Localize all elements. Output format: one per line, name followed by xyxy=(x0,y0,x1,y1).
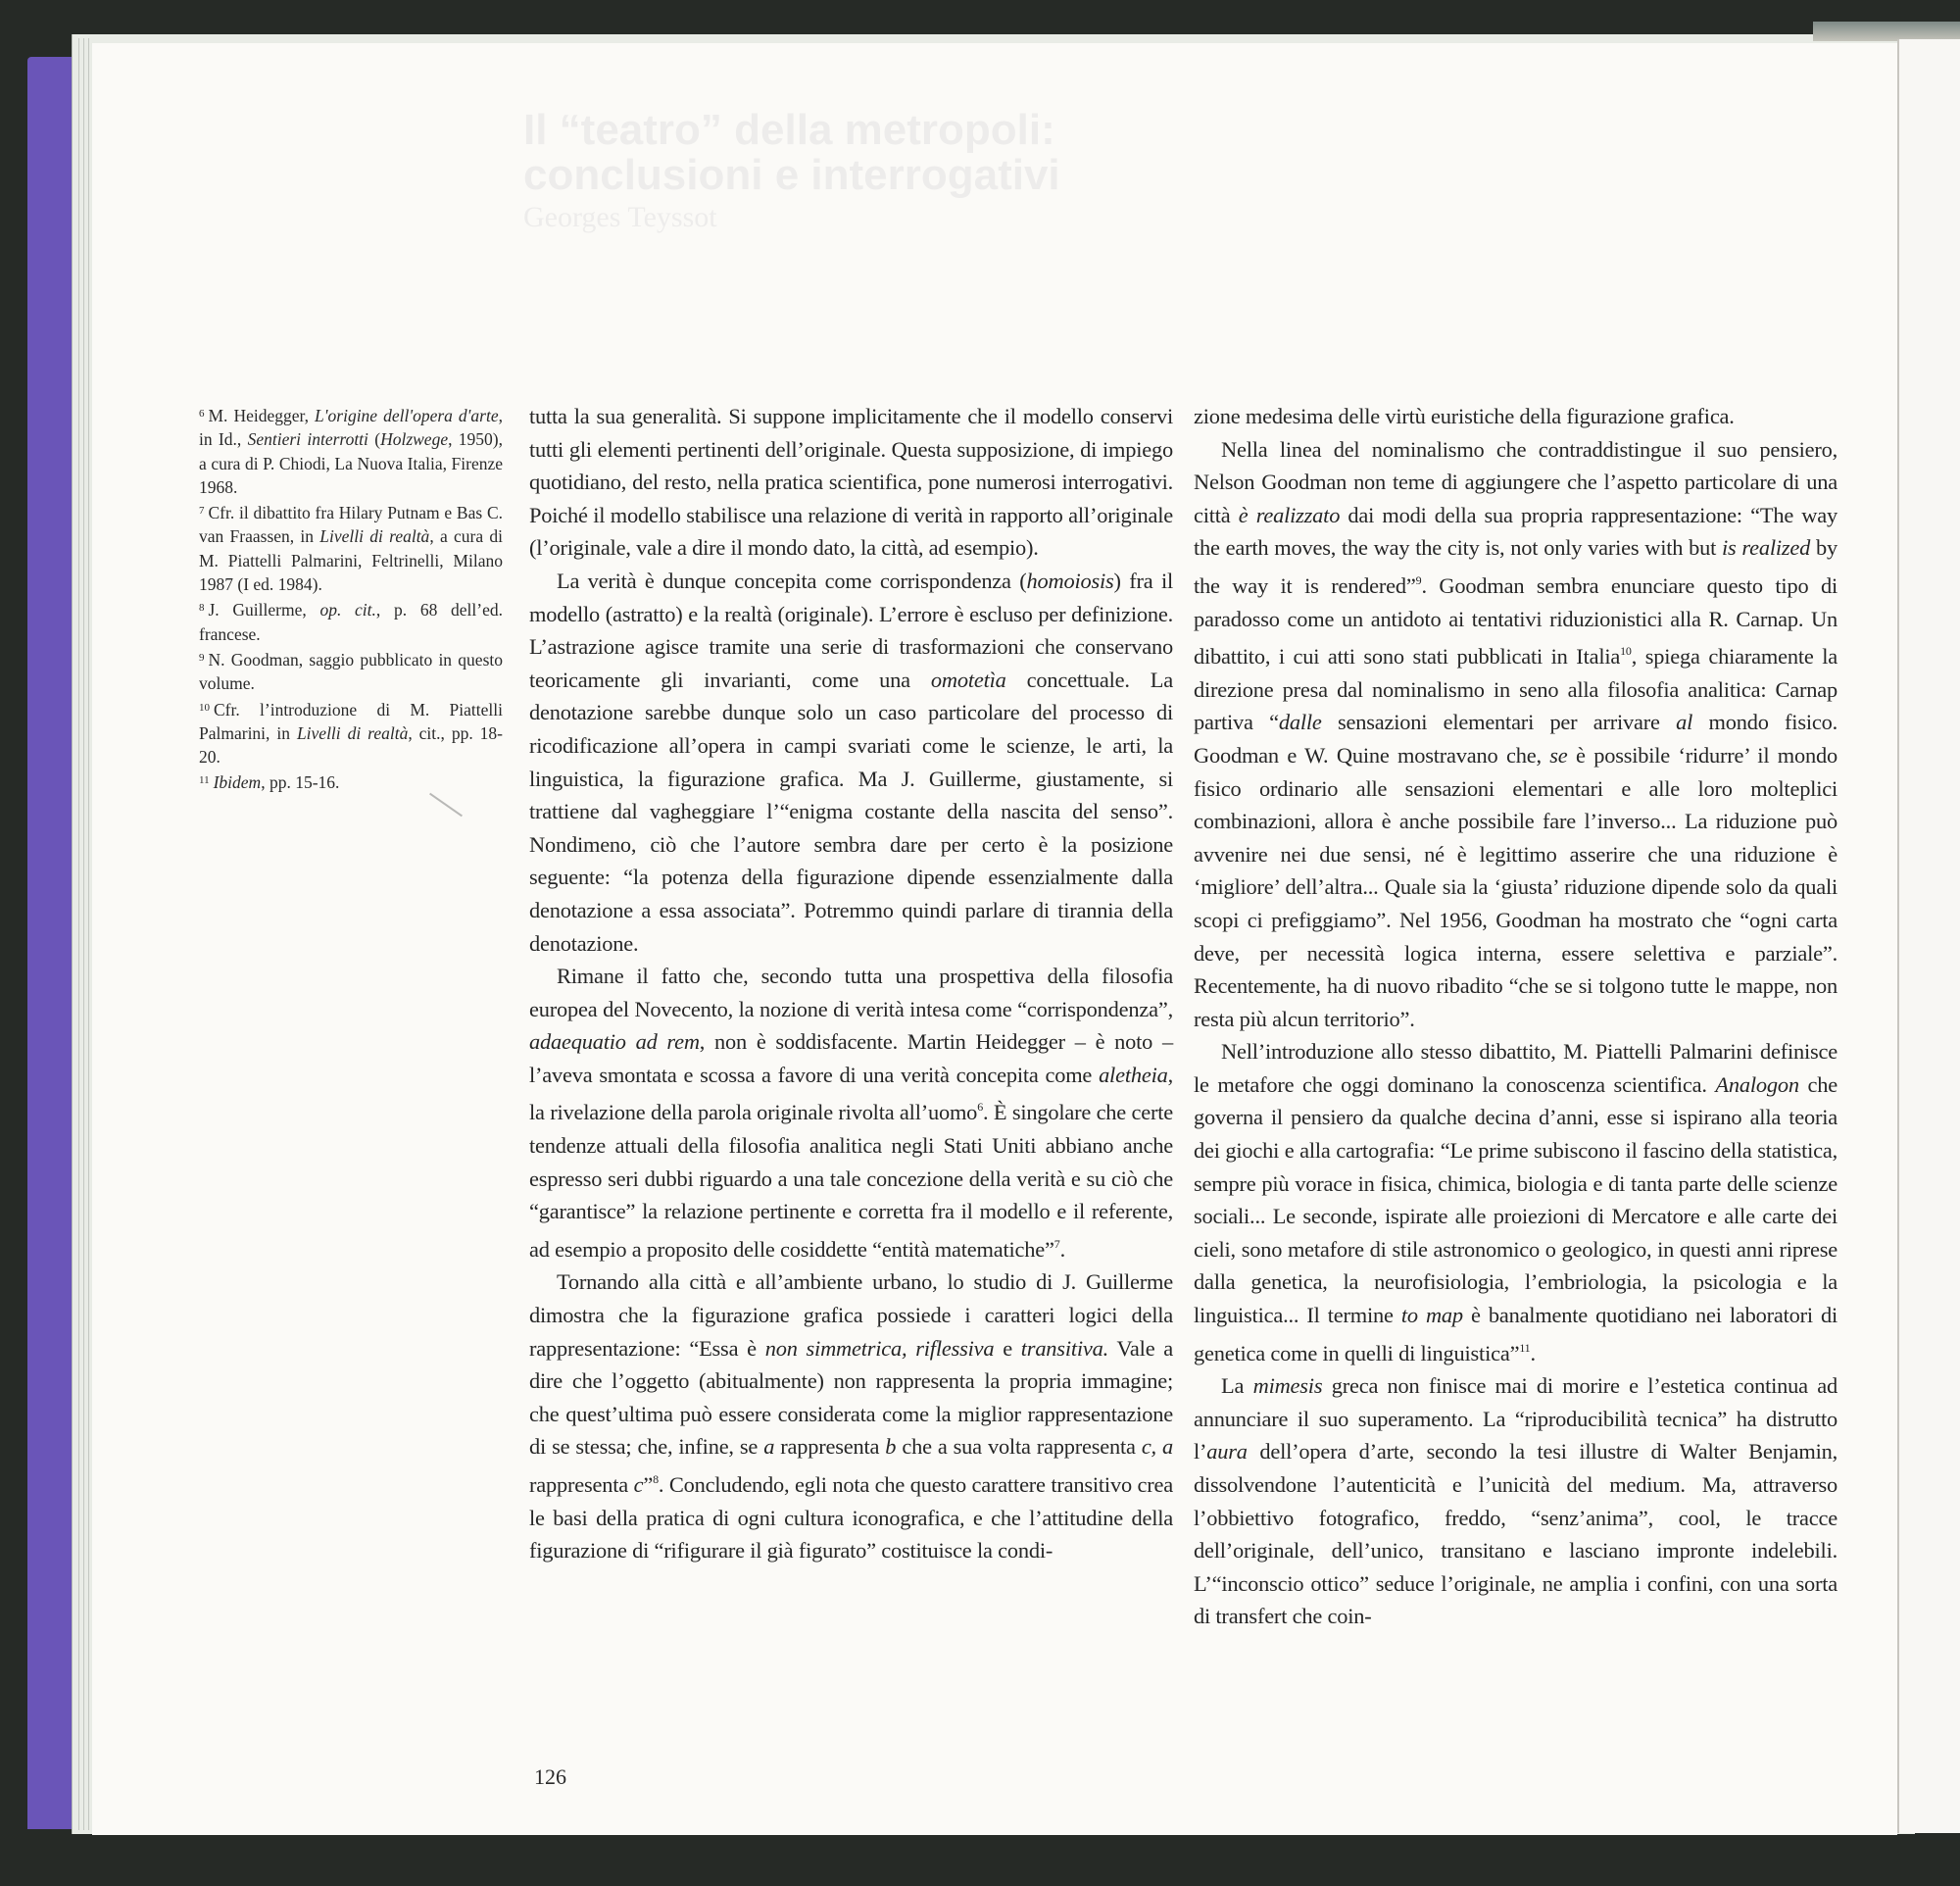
italic-text: omotetìa xyxy=(930,667,1006,692)
text-run: La xyxy=(1221,1373,1253,1399)
text-run: . xyxy=(1530,1340,1536,1365)
text-run: Vale a dire che l’oggetto (abitualmente) non rappresenta la propria immagine; che quest’ultima può essere considerata come la miglior rappresentazione di se stessa; che, infine, se xyxy=(529,1335,1173,1460)
italic-text: aletheia xyxy=(1099,1062,1168,1087)
bleed-title-line-2: conclusioni e interrogativi xyxy=(523,151,1060,199)
footnote-ref[interactable]: 8 xyxy=(653,1472,659,1486)
body-column-right xyxy=(1194,400,1838,1633)
page-number: 126 xyxy=(534,1764,566,1789)
footnote-number: 6 xyxy=(199,408,205,420)
paragraph xyxy=(529,565,1173,960)
footnote-number: 7 xyxy=(199,505,205,518)
italic-text: b xyxy=(885,1434,897,1460)
text-run: e xyxy=(994,1335,1021,1361)
footnote-ref[interactable]: 9 xyxy=(1415,572,1422,587)
text-run: Rimane il fatto che, secondo tutta una prospettiva della filosofia europea del Novecento, la nozione di verità intesa come “corrispondenza”, xyxy=(529,964,1173,1021)
paragraph xyxy=(1194,1369,1838,1633)
text-run: Nella linea del nominalismo che contraddistingue il suo pensiero, Nelson Goodman non teme di aggiungere che l’aspetto particolare di una città xyxy=(1194,436,1838,527)
italic-text: Ibidem xyxy=(213,772,262,793)
footnote-6 xyxy=(199,402,503,499)
text-run: M. Heidegger, xyxy=(208,406,316,425)
paragraph xyxy=(529,1266,1173,1566)
footnote-9 xyxy=(199,646,503,696)
footnote-number: 10 xyxy=(199,701,210,714)
text-run: che a sua volta rappresenta xyxy=(896,1434,1142,1460)
text-run: tutta la sua generalità. Si suppone implicitamente che il modello conservi tutti gli elementi pertinenti dell’originale. Questa supposizione, di impiego quotidiano, del resto, nella pratica scientifica, pone numerosi interrogativi. Poiché il modello stabilisce una relazione di verità in rapporto all’originale (l’originale, vale a dire il mondo dato, la città, ad esempio). xyxy=(529,404,1173,561)
text-run: . xyxy=(1059,1236,1065,1262)
text-run: che governa il pensiero da qualche decina d’anni, esse si ispirano alla teoria dei giochi e alla cartografia: “Le prime subiscono il fascino della statistica, sempre più vorace in fisica, chimica, biologia e di tanta parte delle scienze sociali... Le seconde, ispirate alle proiezioni di Mercatore e alle carte dei cieli, sono metafore di stile astronomico o geologico, in questi anni riprese dalla genetica, la neurofisiologia, l’embriologia, la psicologia e la linguistica... Il termine xyxy=(1194,1071,1838,1328)
page-edge xyxy=(78,38,82,1830)
text-run: concettuale. La denotazione sarebbe dunque solo un caso particolare del processo di ricodificazione all’opera in campi svariati come le scienze, le arti, la linguistica, la figurazione grafica. Ma J. Guillerme, giustamente, si trattiene dal vagheggiare l’“enigma costante della nascita del senso”. Nondimeno, ciò che l’autore sembra dare per certo è la posizione seguente: “la potenza della figurazione dipende essenzialmente dalla denotazione a essa associata”. Potremmo quindi parlare di tirannia della denotazione. xyxy=(529,667,1173,956)
bleed-through-title xyxy=(523,108,1060,198)
italic-text: Livelli di realtà, xyxy=(296,722,413,743)
text-run: . È singolare che certe tendenze attuali della filosofia analitica negli Stati Uniti abbiano anche espresso seri dubbi riguardo a una tale concezione della verità e su ciò che “garantisce” la relazione pertinente e corretta fra il modello e il referente, ad esempio a proposito delle cosiddette “entità matematiche” xyxy=(529,1100,1174,1262)
italic-text: homoiosis xyxy=(1026,568,1114,593)
text-run: sensazioni elementari per arrivare xyxy=(1321,710,1677,735)
italic-text: mimesis xyxy=(1252,1373,1323,1399)
text-run: , pp. 15-16. xyxy=(261,772,340,793)
facing-page xyxy=(1897,39,1960,1833)
italic-text: Livelli di realtà xyxy=(319,526,430,547)
text-run: Cfr. il dibattito fra Hilary Putnam e Bas C. van Fraassen, in xyxy=(199,503,503,547)
text-run: Cfr. l’introduzione di M. Piattelli Palmarini, in xyxy=(199,699,503,743)
footnote-ref[interactable]: 7 xyxy=(1054,1236,1060,1251)
footnote-ref[interactable]: 11 xyxy=(1519,1340,1531,1355)
italic-text: Holzwege xyxy=(380,429,449,450)
text-run: ) fra il modello (astratto) e la realtà (originale). L’errore è escluso per definizione. L’astrazione agisce tramite una serie di trasformazioni che conservano teoricamente gli invarianti, come una xyxy=(529,568,1173,692)
italic-text: to map xyxy=(1400,1303,1463,1328)
italic-text: L'origine dell'opera d'arte xyxy=(315,406,499,425)
footnote-ref[interactable]: 6 xyxy=(977,1100,983,1115)
text-run: . Concludendo, egli nota che questo carattere transitivo crea le basi della pratica di ogni cultura iconografica, e che l’attitudine della figurazione di “rifigurare il già figurato” costituisce la condi- xyxy=(529,1472,1173,1563)
bleed-title-line-1: Il “teatro” della metropoli: xyxy=(523,106,1055,154)
italic-text: se xyxy=(1549,742,1568,768)
footnote-11 xyxy=(199,769,503,794)
text-run: . Goodman sembra enunciare questo tipo di paradosso come un antidoto ai tentativi riduzionistici alla R. Carnap. Un dibattito, i cui atti sono stati pubblicati in Italia xyxy=(1194,572,1838,670)
footnote-8 xyxy=(199,596,503,646)
text-run: La verità è dunque concepita come corrispondenza ( xyxy=(557,568,1027,593)
italic-text: is realized xyxy=(1722,535,1811,561)
italic-text: dalle xyxy=(1278,710,1322,735)
italic-text: a xyxy=(763,1434,775,1460)
italic-text: transitiva. xyxy=(1020,1335,1109,1361)
text-run: Nell’introduzione allo stesso dibattito, M. Piattelli Palmarini definisce le metafore che oggi dominano la conoscenza scientifica. xyxy=(1194,1039,1838,1097)
text-run: è possibile ‘ridurre’ il mondo fisico ordinario alle sensazioni elementari e alle loro molteplici combinazioni, allora è anche possibile fare l’inverso... La riduzione può avvenire nei due sensi, né è legittimo asserire che una riduzione è ‘migliore’ dell’altra... Quale sia la ‘giusta’ riduzione dipende solo da quali scopi ci prefiggiamo”. Nel 1956, Goodman ha mostrato che “ogni carta deve, per necessità logica interna, essere selettiva e parziale”. Recentemente, ha di nuovo ribadito “che se si tolgono tutte le mappe, non resta più alcun territorio”. xyxy=(1194,742,1838,1031)
paragraph xyxy=(1194,433,1838,1036)
italic-text: op. cit. xyxy=(319,600,376,620)
text-run: by the way it is rendered” xyxy=(1194,535,1838,598)
text-run: greca non finisce mai di morire e l’estetica continua ad annunciare il suo superamento. La “riproducibilità tecnica” ha distrutto l’ xyxy=(1194,1373,1838,1464)
footnote-7 xyxy=(199,499,503,596)
text-run: zione medesima delle virtù euristiche della figurazione grafica. xyxy=(1194,404,1735,428)
text-run: mondo fisico. Goodman e W. Quine mostravano che, xyxy=(1194,710,1838,768)
paragraph xyxy=(529,400,1173,565)
paragraph xyxy=(529,960,1173,1266)
text-run: , spiega chiaramente la direzione presa dal nominalismo in seno alla filosofia analitica: Carnap partiva “ xyxy=(1194,644,1838,735)
footnote-10 xyxy=(199,696,503,769)
italic-text: aura xyxy=(1206,1439,1248,1464)
italic-text: non simmetrica, riflessiva xyxy=(764,1335,995,1361)
text-run: J. Guillerme, xyxy=(208,600,320,620)
bleed-through-author: Georges Teyssot xyxy=(523,201,717,233)
facing-page-top-edge xyxy=(1813,22,1960,41)
italic-text: adaequatio ad rem xyxy=(529,1029,700,1055)
text-run: , 1950), a cura di P. Chiodi, La Nuova Italia, Firenze 1968. xyxy=(199,429,503,497)
paragraph xyxy=(1194,400,1838,433)
text-run: rappresenta xyxy=(774,1434,886,1460)
text-run: ( xyxy=(368,429,381,450)
text-run: , la rivelazione della parola originale rivolta all’uomo xyxy=(529,1062,1173,1125)
body-column-middle xyxy=(529,400,1173,1567)
text-run: N. Goodman, saggio pubblicato in questo volume. xyxy=(199,649,503,694)
text-run: , a cura di M. Piattelli Palmarini, Feltrinelli, Milano 1987 (I ed. 1984). xyxy=(199,526,503,595)
italic-text: Sentieri interrotti xyxy=(247,429,368,450)
italic-text: c, a xyxy=(1141,1434,1173,1460)
footnote-number: 11 xyxy=(199,774,210,787)
italic-text: al xyxy=(1676,710,1693,735)
text-run: Tornando alla città e all’ambiente urbano, lo studio di J. Guillerme dimostra che la figurazione grafica possiede i caratteri logici della rappresentazione: “Essa è xyxy=(529,1269,1173,1361)
italic-text: c xyxy=(633,1472,644,1497)
text-run: , non è soddisfacente. Martin Heidegger – è noto – l’aveva smontata e scossa a favore di una verità concepita come xyxy=(529,1029,1173,1087)
text-run: dai modi della sua propria rappresentazione: “The way the earth moves, the way the city is, not only varies with but xyxy=(1194,502,1838,561)
italic-text: Analogon xyxy=(1715,1071,1799,1097)
text-run: , p. 68 dell’ed. francese. xyxy=(199,600,503,644)
footnotes-column xyxy=(199,402,503,795)
footnote-ref[interactable]: 10 xyxy=(1620,644,1632,659)
paragraph xyxy=(1194,1035,1838,1369)
text-run: ” xyxy=(643,1472,654,1497)
footnote-number: 8 xyxy=(199,602,205,615)
text-run: rappresenta xyxy=(529,1472,634,1497)
page-edge xyxy=(83,38,87,1830)
text-run: , in Id., xyxy=(199,406,503,450)
text-run: dell’opera d’arte, secondo la tesi illustre di Walter Benjamin, dissolvendone l’autenticità e l’unicità del medium. Ma, attraverso l’obbiettivo fotografico, freddo, “senz’anima”, cool, le tracce dell’originale, dell’unico, transitano e lasciano impronte indelebili. L’“inconscio ottico” seduce l’originale, ne amplia i confini, con una sorta di transfert che coin- xyxy=(1194,1439,1838,1629)
text-run: cit., pp. 18-20. xyxy=(199,722,503,768)
italic-text: è realizzato xyxy=(1238,502,1341,527)
footnote-number: 9 xyxy=(199,651,205,664)
text-run: è banalmente quotidiano nei laboratori di genetica come in quelli di linguistica” xyxy=(1194,1303,1838,1365)
